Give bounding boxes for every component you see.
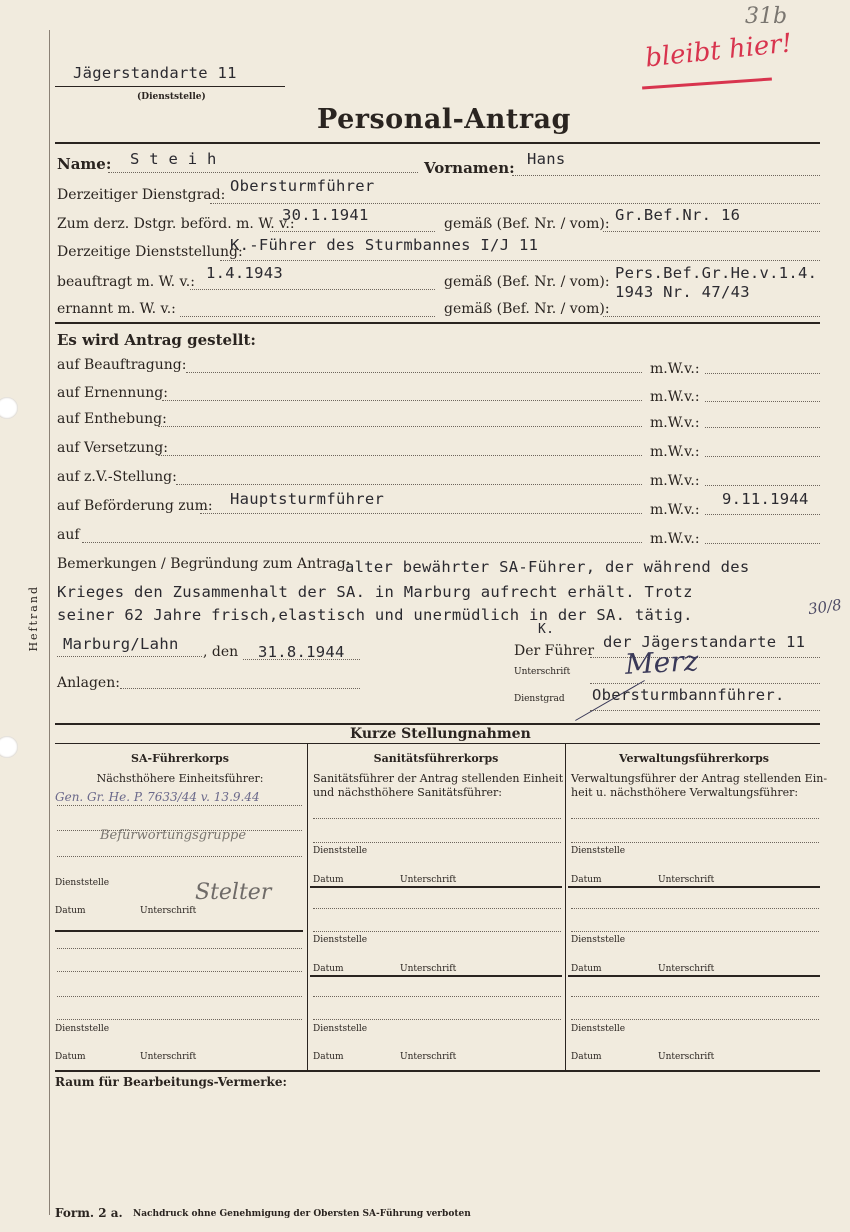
leader-signature-label: Unterschrift bbox=[514, 667, 571, 677]
position-label: Derzeitige Dienststellung: bbox=[57, 244, 243, 260]
request-label-ernennung: auf Ernennung: bbox=[57, 385, 168, 401]
statements-heading: Kurze Stellungnahmen bbox=[350, 726, 531, 742]
col3-line-e bbox=[571, 996, 819, 997]
col3-line-b bbox=[571, 842, 819, 843]
assigned-ref-line1[interactable]: Pers.Bef.Gr.He.v.1.4. bbox=[615, 264, 818, 282]
place-date-line bbox=[243, 659, 360, 660]
punch-hole-top bbox=[0, 397, 18, 419]
request-block-rule bbox=[55, 723, 820, 725]
promoted-ref[interactable]: Gr.Bef.Nr. 16 bbox=[615, 206, 741, 224]
office-line bbox=[55, 86, 285, 87]
col2-rule-2 bbox=[310, 975, 562, 977]
col3-subtitle-2: heit u. nächsthöhere Verwaltungsführer: bbox=[571, 786, 799, 799]
col1-line-c bbox=[57, 856, 302, 857]
col1-unterschrift-2: Unterschrift bbox=[140, 1052, 197, 1062]
request-line-beauftragung bbox=[186, 372, 642, 373]
remarks-label: Bemerkungen / Begründung zum Antrag: bbox=[57, 556, 351, 572]
margin-pencil-mark: 30/8 bbox=[806, 595, 843, 619]
col2-line-d bbox=[313, 931, 561, 932]
col1-datum-2: Datum bbox=[55, 1052, 86, 1062]
col3-rule-1 bbox=[568, 886, 820, 888]
col2-title: Sanitätsführerkorps bbox=[373, 752, 499, 765]
promoted-ref-line bbox=[603, 231, 820, 232]
punch-hole-bottom bbox=[0, 736, 18, 758]
col3-dienststelle-3: Dienststelle bbox=[571, 1024, 626, 1034]
place-date[interactable]: 31.8.1944 bbox=[258, 643, 345, 661]
assigned-ref-line2[interactable]: 1943 Nr. 47/43 bbox=[615, 283, 750, 301]
col2-unterschrift-2: Unterschrift bbox=[400, 964, 457, 974]
col1-rule-1 bbox=[55, 930, 303, 932]
col2-datum-3: Datum bbox=[313, 1052, 344, 1062]
reprint-notice: Nachdruck ohne Genehmigung der Obersten SA-Führung verboten bbox=[133, 1209, 471, 1219]
col2-line-f bbox=[313, 1019, 561, 1020]
promoted-gemaess-label: gemäß (Bef. Nr. / vom): bbox=[444, 216, 610, 232]
col2-line-c bbox=[313, 908, 561, 909]
col3-title: Verwaltungsführerkorps bbox=[618, 752, 769, 765]
k-mark: K. bbox=[538, 622, 555, 637]
col3-line-a bbox=[571, 818, 819, 819]
col3-datum-3: Datum bbox=[571, 1052, 602, 1062]
col1-dienststelle-1: Dienststelle bbox=[55, 878, 110, 888]
remarks-line2[interactable]: Krieges den Zusammenhalt der SA. in Marburg aufrecht erhält. Trotz bbox=[57, 583, 693, 601]
request-label-versetzung: auf Versetzung: bbox=[57, 440, 168, 456]
office-name: Jägerstandarte 11 bbox=[73, 64, 237, 82]
position-line bbox=[220, 260, 820, 261]
col1-title: SA-Führerkorps bbox=[131, 752, 229, 765]
col2-line-e bbox=[313, 996, 561, 997]
assigned-gemaess-label: gemäß (Bef. Nr. / vom): bbox=[444, 274, 610, 290]
col2-dienststelle-1: Dienststelle bbox=[313, 846, 368, 856]
name-line bbox=[108, 172, 418, 173]
statements-heading-rule bbox=[55, 743, 820, 744]
leader-label: Der Führer bbox=[514, 643, 595, 659]
col1-line-f bbox=[57, 996, 302, 997]
statements-divider-1 bbox=[307, 744, 308, 1070]
leader-rank-label: Dienstgrad bbox=[514, 694, 565, 704]
archive-number: 31b bbox=[745, 4, 788, 29]
col3-line-f bbox=[571, 1019, 819, 1020]
request-date-befoerderung[interactable]: 9.11.1944 bbox=[722, 490, 809, 508]
leader-signature-line bbox=[590, 683, 820, 684]
col3-unterschrift-3: Unterschrift bbox=[658, 1052, 715, 1062]
col2-rule-1 bbox=[310, 886, 562, 888]
col1-handwritten-note: Befürwortungsgruppe bbox=[100, 828, 247, 843]
request-line-ernennung bbox=[162, 400, 642, 401]
remarks-line3[interactable]: seiner 62 Jahre frisch,elastisch und unermüdlich in der SA. tätig. bbox=[57, 606, 693, 624]
rank-value[interactable]: Obersturmführer bbox=[230, 177, 375, 195]
first-name-value[interactable]: Hans bbox=[527, 150, 566, 168]
rank-label: Derzeitiger Dienstgrad: bbox=[57, 187, 226, 203]
first-name-line bbox=[512, 175, 820, 176]
col1-unterschrift-1: Unterschrift bbox=[140, 906, 197, 916]
place-line bbox=[57, 656, 202, 657]
col3-dienststelle-1: Dienststelle bbox=[571, 846, 626, 856]
appointed-gemaess-label: gemäß (Bef. Nr. / vom): bbox=[444, 301, 610, 317]
col3-datum-1: Datum bbox=[571, 875, 602, 885]
leader-rank-value[interactable]: Obersturmbannführer. bbox=[592, 686, 785, 704]
request-mwv-befoerderung: m.W.v.: bbox=[650, 502, 700, 518]
office-caption: (Dienststelle) bbox=[137, 92, 206, 102]
request-value-befoerderung[interactable]: Hauptsturmführer bbox=[230, 490, 385, 508]
request-mwv-versetzung: m.W.v.: bbox=[650, 444, 700, 460]
appointed-ref-line bbox=[603, 316, 820, 317]
col2-subtitle-2: und nächsthöhere Sanitätsführer: bbox=[313, 786, 502, 799]
processing-label: Raum für Bearbeitungs-Vermerke: bbox=[55, 1075, 287, 1089]
col1-line-g bbox=[57, 1019, 302, 1020]
col2-unterschrift-1: Unterschrift bbox=[400, 875, 457, 885]
col3-unterschrift-2: Unterschrift bbox=[658, 964, 715, 974]
assigned-label: beauftragt m. W. v.: bbox=[57, 274, 195, 290]
col1-line-e bbox=[57, 971, 302, 972]
binding-margin-label: Heftrand bbox=[27, 585, 40, 652]
promoted-value[interactable]: 30.1.1941 bbox=[282, 206, 369, 224]
col2-dienststelle-2: Dienststelle bbox=[313, 935, 368, 945]
request-heading: Es wird Antrag gestellt: bbox=[57, 331, 256, 349]
col1-dienststelle-2: Dienststelle bbox=[55, 1024, 110, 1034]
request-mwv-enthebung: m.W.v.: bbox=[650, 415, 700, 431]
col1-line-d bbox=[57, 948, 302, 949]
col2-dienststelle-3: Dienststelle bbox=[313, 1024, 368, 1034]
request-date-line-versetzung bbox=[705, 456, 820, 457]
position-value[interactable]: K.-Führer des Sturmbannes I/J 11 bbox=[230, 236, 539, 254]
request-line-auf bbox=[82, 542, 642, 543]
col3-subtitle-1: Verwaltungsführer der Antrag stellenden Ein- bbox=[571, 772, 828, 785]
request-mwv-ernennung: m.W.v.: bbox=[650, 389, 700, 405]
col1-handwritten-ref: Gen. Gr. He. P. 7633/44 v. 13.9.44 bbox=[55, 790, 260, 804]
request-label-enthebung: auf Enthebung: bbox=[57, 411, 167, 427]
col2-unterschrift-3: Unterschrift bbox=[400, 1052, 457, 1062]
col3-line-d bbox=[571, 931, 819, 932]
request-label-befoerderung: auf Beförderung zum: bbox=[57, 498, 213, 514]
request-line-befoerderung bbox=[200, 513, 642, 514]
red-handwritten-note: bleibt hier! bbox=[643, 28, 794, 74]
col2-line-a bbox=[313, 818, 561, 819]
binding-margin-line bbox=[49, 30, 50, 1215]
col2-line-b bbox=[313, 842, 561, 843]
person-block-rule bbox=[55, 322, 820, 324]
header-rule bbox=[55, 142, 820, 144]
promoted-label: Zum derz. Dstgr. beförd. m. W. v.: bbox=[57, 216, 295, 232]
col3-datum-2: Datum bbox=[571, 964, 602, 974]
request-mwv-beauftragung: m.W.v.: bbox=[650, 361, 700, 377]
request-label-beauftragung: auf Beauftragung: bbox=[57, 357, 187, 373]
place-value[interactable]: Marburg/Lahn bbox=[63, 635, 179, 653]
col1-line-a bbox=[57, 805, 302, 806]
request-label-zv: auf z.V.-Stellung: bbox=[57, 469, 177, 485]
request-date-line-auf bbox=[705, 543, 820, 544]
attachments-line bbox=[120, 688, 360, 689]
request-date-line-ernennung bbox=[705, 401, 820, 402]
request-date-line-enthebung bbox=[705, 427, 820, 428]
col1-line-b bbox=[57, 830, 302, 831]
promoted-line bbox=[270, 231, 435, 232]
col1-pencil-signature: Stelter bbox=[195, 880, 272, 905]
form-title: Personal-Antrag bbox=[317, 104, 571, 135]
col3-dienststelle-2: Dienststelle bbox=[571, 935, 626, 945]
rank-line bbox=[210, 203, 820, 204]
attachments-label: Anlagen: bbox=[57, 675, 120, 691]
name-value[interactable]: S t e i h bbox=[130, 150, 217, 168]
leader-unit[interactable]: der Jägerstandarte 11 bbox=[603, 633, 806, 651]
request-date-line-zv bbox=[705, 485, 820, 486]
request-date-line-beauftragung bbox=[705, 373, 820, 374]
request-mwv-auf: m.W.v.: bbox=[650, 531, 700, 547]
form-number: Form. 2 a. bbox=[55, 1206, 123, 1220]
col2-datum-2: Datum bbox=[313, 964, 344, 974]
leader-rank-line bbox=[590, 710, 820, 711]
request-label-auf: auf bbox=[57, 527, 80, 543]
statements-divider-2 bbox=[565, 744, 566, 1070]
remarks-line1[interactable]: alter bewährter SA-Führer, der während des bbox=[345, 558, 750, 576]
col3-unterschrift-1: Unterschrift bbox=[658, 875, 715, 885]
red-underline bbox=[642, 77, 772, 89]
request-mwv-zv: m.W.v.: bbox=[650, 473, 700, 489]
name-label: Name: bbox=[57, 155, 112, 173]
col2-subtitle-1: Sanitätsführer der Antrag stellenden Einheit bbox=[313, 772, 564, 785]
col1-datum-1: Datum bbox=[55, 906, 86, 916]
assigned-line bbox=[190, 289, 435, 290]
col1-subtitle: Nächsthöhere Einheitsführer: bbox=[96, 772, 264, 785]
statements-bottom-rule bbox=[55, 1070, 820, 1072]
leader-signature: Merz bbox=[624, 644, 700, 681]
request-line-zv bbox=[176, 484, 642, 485]
request-line-versetzung bbox=[158, 455, 642, 456]
col3-rule-2 bbox=[568, 975, 820, 977]
col3-line-c bbox=[571, 908, 819, 909]
request-date-line-befoerderung bbox=[705, 514, 820, 515]
appointed-label: ernannt m. W. v.: bbox=[57, 301, 176, 317]
appointed-line bbox=[180, 316, 435, 317]
first-name-label: Vornamen: bbox=[424, 159, 515, 177]
col2-datum-1: Datum bbox=[313, 875, 344, 885]
request-line-enthebung bbox=[158, 426, 642, 427]
assigned-value[interactable]: 1.4.1943 bbox=[206, 264, 284, 282]
den-label: , den bbox=[203, 644, 239, 660]
